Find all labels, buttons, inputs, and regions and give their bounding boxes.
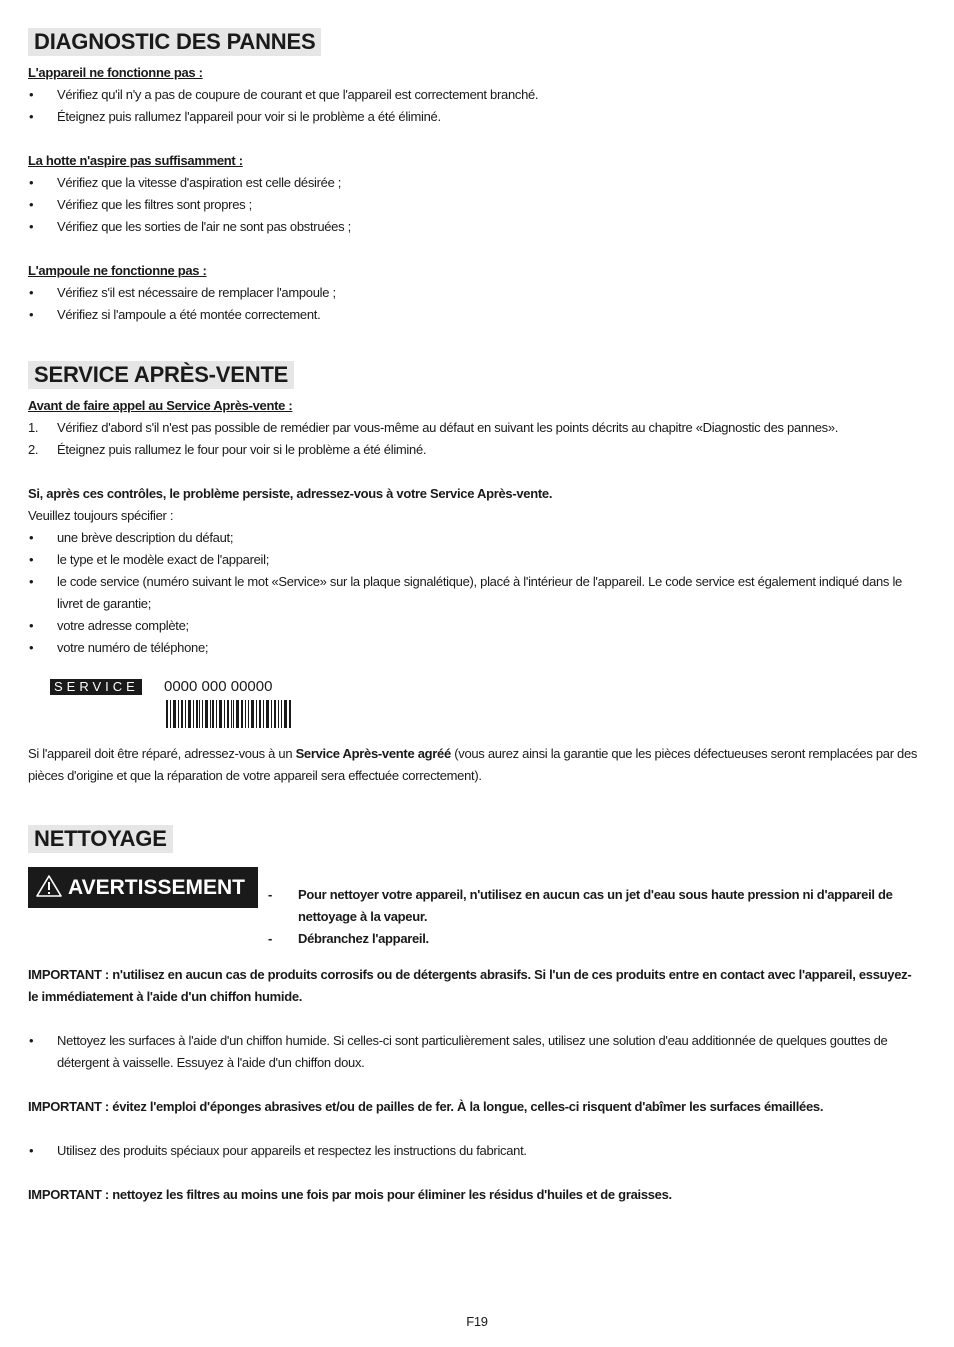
list-item: • Utilisez des produits spéciaux pour appareils et respectez les instructions du fabricant. [28, 1140, 920, 1162]
list-item: • Vérifiez qu'il n'y a pas de coupure de courant et que l'appareil est correctement branché. [28, 84, 920, 106]
important-note: IMPORTANT : nettoyez les filtres au moins une fois par mois pour éliminer les résidus d'huiles et de graisses. [28, 1187, 672, 1202]
group-list [28, 282, 920, 326]
group-list [28, 84, 920, 128]
cleaning-section [28, 825, 920, 1206]
barcode-icon [166, 700, 292, 728]
important-note: IMPORTANT : n'utilisez en aucun cas de produits corrosifs ou de détergents abrasifs. Si l'un de ces produits entre en contact avec l'appareil, essuyez-le immédiatement à l'aide d'un chiffon humide. [28, 967, 912, 1004]
diagnostic-section [28, 28, 920, 326]
warning-title: AVERTISSEMENT [68, 876, 245, 899]
list-item: • Éteignez puis rallumez l'appareil pour voir si le problème a été éliminé. [28, 106, 920, 128]
list-item: • Vérifiez que les filtres sont propres ; [28, 194, 920, 216]
list-item: • Vérifiez que la vitesse d'aspiration est celle désirée ; [28, 172, 920, 194]
service-persist-text: Si, après ces contrôles, le problème persiste, adressez-vous à votre Service Après-vente. [28, 486, 553, 501]
service-section [28, 361, 920, 787]
cleaning-list [28, 1030, 920, 1074]
service-specify-text: Veuillez toujours spécifier : [28, 508, 174, 523]
warning-block [28, 867, 920, 955]
diagnostic-title: DIAGNOSTIC DES PANNES [28, 28, 321, 56]
cleaning-title: NETTOYAGE [28, 825, 173, 853]
service-title: SERVICE APRÈS-VENTE [28, 361, 294, 389]
list-item: 1. Vérifiez d'abord s'il n'est pas possible de remédier par vous-même au défaut en suivant les points décrits au chapitre «Diagnostic des pannes». [28, 420, 839, 435]
important-note: IMPORTANT : évitez l'emploi d'éponges abrasives et/ou de pailles de fer. À la longue, celles-ci risquent d'abîmer les surfaces émaillées. [28, 1099, 824, 1114]
list-item: - Débranchez l'appareil. [268, 928, 920, 950]
list-item: • Vérifiez si l'ampoule a été montée correctement. [28, 304, 920, 326]
list-item: 2. Éteignez puis rallumez le four pour voir si le problème a été éliminé. [28, 442, 427, 457]
service-repair-text: Si l'appareil doit être réparé, adressez-vous à un Service Après-vente agréé (vous aurez ainsi la garantie que les pièces défectueuses seront remplacées par des pièces d'origine et que la réparation de votre appareil sera effectuée correctement). [28, 746, 918, 783]
service-code: 0000 000 00000 [164, 678, 273, 695]
list-item: • votre numéro de téléphone; [28, 637, 920, 659]
service-steps [28, 417, 920, 461]
list-item: • le code service (numéro suivant le mot «Service» sur la plaque signalétique), placé à l'intérieur de l'appareil. Le code service est également indiqué dans le livret de garantie; [28, 571, 920, 615]
document-page [28, 28, 920, 1206]
warning-box [28, 867, 258, 908]
group-heading: La hotte n'aspire pas suffisamment : [28, 153, 243, 168]
list-item: - Pour nettoyer votre appareil, n'utilisez en aucun cas un jet d'eau sous haute pression ni d'appareil de nettoyage à la vapeur. [268, 884, 920, 928]
list-item: • Vérifiez que les sorties de l'air ne sont pas obstruées ; [28, 216, 920, 238]
list-item: • Nettoyez les surfaces à l'aide d'un chiffon humide. Si celles-ci sont particulièrement sales, utilisez une solution d'eau additionnée de quelques gouttes de détergent à vaisselle. Essuyez à l'aide d'un chiffon doux. [28, 1030, 920, 1074]
list-item: • votre adresse complète; [28, 615, 920, 637]
service-label: SERVICE [50, 679, 142, 695]
cleaning-list [28, 1140, 920, 1162]
group-list [28, 172, 920, 238]
group-heading: L'appareil ne fonctionne pas : [28, 65, 203, 80]
warning-list [268, 884, 920, 950]
service-before-heading: Avant de faire appel au Service Après-vente : [28, 398, 293, 413]
list-item: • Vérifiez s'il est nécessaire de remplacer l'ampoule ; [28, 282, 920, 304]
service-specify-list [28, 527, 920, 659]
group-heading: L'ampoule ne fonctionne pas : [28, 263, 207, 278]
list-item: • une brève description du défaut; [28, 527, 920, 549]
page-number: F19 [466, 1314, 488, 1329]
warning-triangle-icon [36, 875, 62, 897]
list-item: • le type et le modèle exact de l'appareil; [28, 549, 920, 571]
service-code-label [28, 677, 920, 733]
